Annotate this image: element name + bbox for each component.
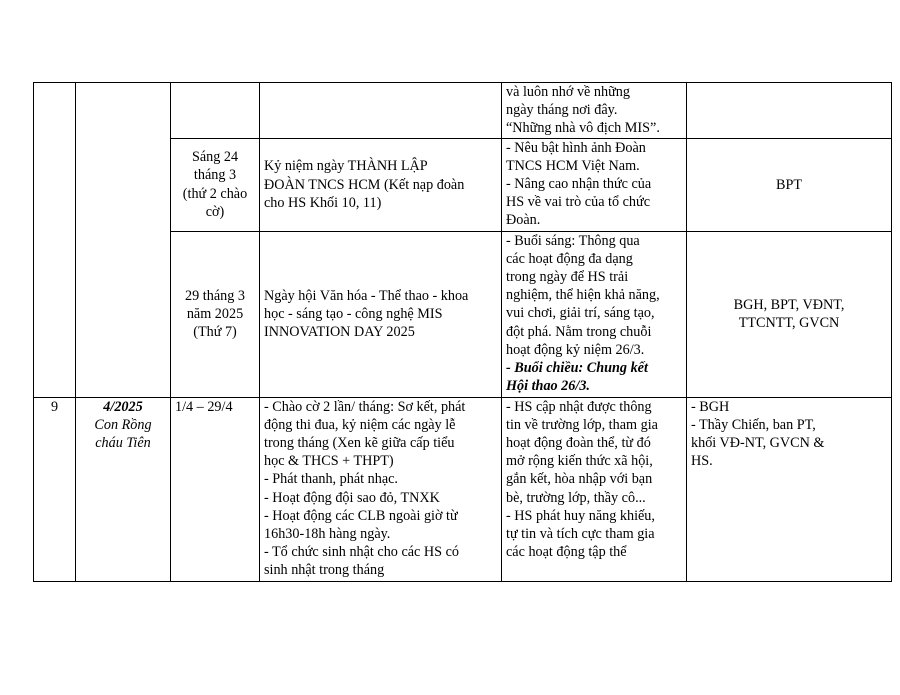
- goal-line: các hoạt động tập thể: [506, 544, 627, 561]
- month-cell: [76, 397, 171, 581]
- activity-plan-table: [33, 82, 892, 582]
- responsible-line: TTCNTT, GVCN: [738, 315, 840, 332]
- time-cell: [171, 397, 260, 581]
- responsible-line: - BGH: [691, 398, 730, 415]
- theme-line: Con Rồng: [94, 416, 152, 433]
- content-line: - Hoạt động đội sao đỏ, TNXK: [264, 489, 440, 506]
- goal-line: ngày tháng nơi đây.: [506, 102, 618, 119]
- goal-cell: [502, 231, 687, 397]
- row-number: 9: [50, 398, 59, 415]
- theme-line: cháu Tiên: [95, 435, 151, 452]
- goal-line: TNCS HCM Việt Nam.: [506, 157, 640, 174]
- goal-line: nghiệm, thể hiện khả năng,: [506, 287, 660, 304]
- responsible-cell: [687, 138, 892, 231]
- content-line: ĐOÀN TNCS HCM (Kết nạp đoàn: [264, 176, 465, 193]
- content-line: - Chào cờ 2 lần/ tháng: Sơ kết, phát: [264, 398, 466, 415]
- time-line: Sáng 24: [191, 149, 239, 166]
- table-row: [34, 83, 892, 139]
- content-cell: [260, 138, 502, 231]
- time-line: 1/4 – 29/4: [175, 398, 233, 415]
- time-cell: [171, 231, 260, 397]
- goal-line: - HS phát huy năng khiếu,: [506, 507, 655, 524]
- month-label: 4/2025: [103, 398, 143, 415]
- content-line: học - sáng tạo - công nghệ MIS: [264, 306, 443, 322]
- stt-cell: [34, 397, 76, 581]
- responsible-line: BGH, BPT, VĐNT,: [733, 296, 845, 313]
- goal-line: tự tin và tích cực tham gia: [506, 526, 655, 543]
- content-line: học & THCS + THPT): [264, 453, 394, 470]
- time-line: 29 tháng 3: [185, 287, 245, 304]
- goal-line: “Những nhà vô địch MIS”.: [506, 120, 660, 137]
- content-line: - Tổ chức sinh nhật cho các HS có: [264, 544, 459, 561]
- stt-cell-empty: [34, 83, 76, 398]
- goal-cell: [502, 397, 687, 581]
- goal-line: bè, trường lớp, thầy cô...: [506, 489, 646, 506]
- content-line: Ngày hội Văn hóa - Thể thao - khoa: [264, 287, 469, 304]
- goal-line: Đoàn.: [506, 212, 541, 229]
- time-line: cờ): [205, 203, 225, 220]
- responsible-cell: [687, 231, 892, 397]
- goal-line: vui chơi, giải trí, sáng tạo,: [506, 305, 655, 322]
- content-cell: [260, 231, 502, 397]
- responsible-cell: [687, 83, 892, 139]
- goal-line-emphasis: - Buổi chiều: Chung kết: [506, 360, 648, 377]
- content-line: INNOVATION DAY 2025: [264, 324, 415, 341]
- content-line: động thi đua, kỷ niệm các ngày lễ: [264, 416, 456, 433]
- content-line: 16h30-18h hàng ngày.: [264, 526, 391, 543]
- content-line: sinh nhật trong tháng: [264, 562, 385, 579]
- goal-line: - Nâng cao nhận thức của: [506, 176, 652, 193]
- goal-line: gắn kết, hòa nhập với bạn: [506, 471, 653, 488]
- time-line: (thứ 2 chào: [182, 185, 248, 202]
- goal-line: mở rộng kiến thức xã hội,: [506, 453, 653, 470]
- goal-line: các hoạt động đa dạng: [506, 250, 633, 267]
- goal-line: - Nêu bật hình ảnh Đoàn: [506, 139, 646, 156]
- time-cell: [171, 138, 260, 231]
- goal-line: HS về vai trò của tổ chức: [506, 194, 651, 211]
- responsible-line: HS.: [691, 453, 713, 470]
- goal-line-emphasis: Hội thao 26/3.: [506, 378, 590, 395]
- content-line: trong tháng (Xen kẽ giữa cấp tiểu: [264, 435, 455, 452]
- month-cell-empty: [76, 83, 171, 398]
- goal-line: và luôn nhớ về những: [506, 84, 630, 100]
- table-row: [34, 397, 892, 581]
- responsible-line: khối VĐ-NT, GVCN &: [691, 435, 825, 452]
- time-line: (Thứ 7): [193, 324, 237, 341]
- goal-line: - Buổi sáng: Thông qua: [506, 232, 640, 249]
- goal-line: tin về trường lớp, tham gia: [506, 416, 658, 433]
- time-cell: [171, 83, 260, 139]
- goal-line: trong ngày để HS trải: [506, 269, 629, 286]
- content-line: - Phát thanh, phát nhạc.: [264, 471, 398, 488]
- goal-line: hoạt động đoàn thể, từ đó: [506, 435, 651, 452]
- content-line: cho HS Khối 10, 11): [264, 194, 382, 211]
- responsible-cell: [687, 397, 892, 581]
- time-line: năm 2025: [186, 306, 244, 322]
- content-line: - Hoạt động các CLB ngoài giờ từ: [264, 507, 458, 524]
- content-cell: [260, 83, 502, 139]
- goal-line: - HS cập nhật được thông: [506, 398, 652, 415]
- goal-cell: [502, 83, 687, 139]
- time-line: tháng 3: [193, 167, 237, 184]
- responsible-line: BPT: [775, 176, 803, 193]
- goal-line: hoạt động kỷ niệm 26/3.: [506, 341, 645, 358]
- responsible-line: - Thầy Chiến, ban PT,: [691, 416, 816, 433]
- goal-cell: [502, 138, 687, 231]
- content-cell: [260, 397, 502, 581]
- goal-line: đột phá. Nằm trong chuỗi: [506, 323, 652, 340]
- content-line: Kỷ niệm ngày THÀNH LẬP: [264, 158, 428, 175]
